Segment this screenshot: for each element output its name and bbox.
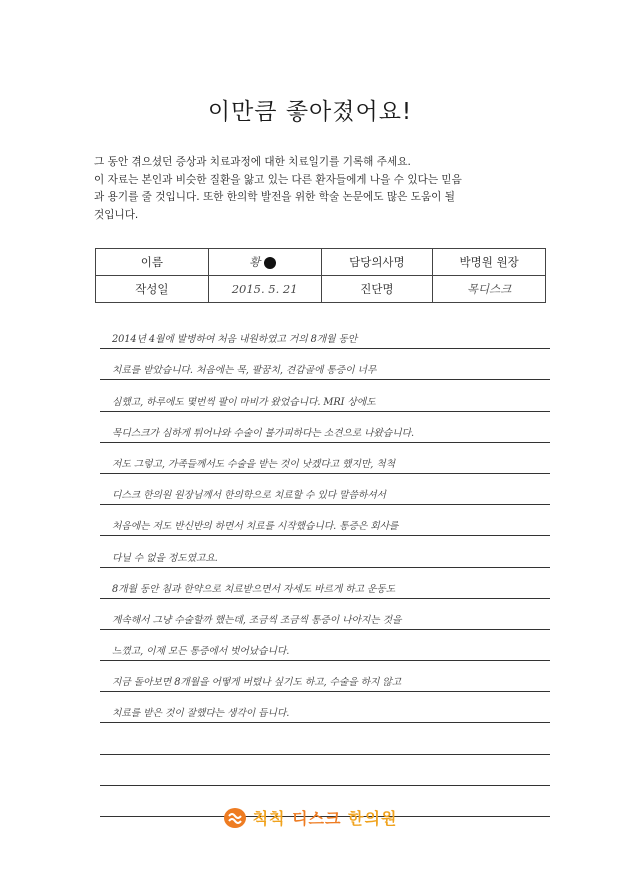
diary-line: [100, 755, 550, 786]
diagnosis-value: 목디스크: [433, 276, 546, 303]
info-row: [96, 249, 546, 276]
doctor-label: 담당의사명: [321, 249, 433, 276]
diary-line-text: 다닐 수 없을 정도였고요.: [112, 552, 218, 564]
intro-line: 이 자료는 본인과 비슷한 질환을 앓고 있는 다른 환자들에게 나을 수 있다는 믿음: [94, 173, 462, 186]
doctor-value: 박명원 원장: [433, 249, 546, 276]
name-value: [208, 249, 321, 276]
diary-line: [100, 318, 550, 349]
intro-line: 과 용기를 줄 것입니다. 또한 한의학 발전을 위한 학술 논문에도 많은 도움이 될: [94, 191, 456, 203]
page-title: 이만큼 좋아졌어요!: [207, 99, 413, 125]
clinic-logo: [0, 806, 620, 829]
info-table: [95, 248, 546, 303]
name-handwriting: [249, 254, 280, 270]
diary-line-text: 치료를 받았습니다. 처음에는 목, 팔꿈치, 견갑골에 통증이 너무: [112, 365, 377, 377]
diary-line: [100, 692, 550, 723]
info-row: [96, 276, 546, 303]
logo-part-1: 척척: [252, 809, 286, 828]
name-label: 이름: [96, 249, 209, 276]
intro-line: 것입니다.: [94, 208, 139, 221]
diary-line-text: 느꼈고, 이제 모든 통증에서 벗어났습니다.: [112, 646, 290, 658]
diary-line: [100, 349, 550, 380]
diary-line-text: 심했고, 하루에도 몇번씩 팔이 마비가 왔었습니다. MRI 상에도: [112, 396, 376, 408]
diary-line-text: 계속해서 그냥 수술할까 했는데, 조금씩 조금씩 통증이 나아지는 것을: [112, 614, 402, 626]
diary-line-text: 처음에는 저도 반신반의 하면서 치료를 시작했습니다. 통증은 회사를: [112, 521, 399, 533]
diary-line: [100, 380, 550, 411]
date-value: 2015. 5. 21: [208, 276, 321, 303]
logo-part-3: 한의원: [348, 809, 398, 828]
diagnosis-label: 진단명: [321, 276, 433, 303]
redacted-blot: [264, 257, 276, 269]
diary-lines: [100, 318, 550, 817]
diary-line: [100, 661, 550, 692]
diary-line: [100, 630, 550, 661]
diary-line: [100, 536, 550, 567]
logo-icon: [223, 807, 247, 829]
logo-part-2: 디스크: [292, 809, 342, 828]
diary-line: [100, 412, 550, 443]
logo-text: [253, 806, 398, 829]
diary-line: [100, 505, 550, 536]
intro-line: 그 동안 겪으셨던 증상과 치료과정에 대한 치료일기를 기록해 주세요.: [94, 156, 411, 168]
diary-line-text: 디스크 한의원 원장님께서 한의학으로 치료할 수 있다 말씀하셔서: [112, 490, 386, 502]
diary-line-text: 2014년 4월에 발병하여 처음 내원하였고 거의 8개월 동안: [112, 334, 358, 346]
diary-line-text: 저도 그렇고, 가족들께서도 수술을 받는 것이 낫겠다고 했지만, 척척: [112, 458, 395, 470]
name-first: 황: [249, 255, 261, 269]
diary-line: [100, 474, 550, 505]
date-label: 작성일: [96, 276, 209, 303]
diary-line-text: 지금 돌아보면 8개월을 어떻게 버텼나 싶기도 하고, 수술을 하지 않고: [112, 677, 402, 689]
diary-line-text: 8개월 동안 침과 한약으로 치료받으면서 자세도 바르게 하고 운동도: [112, 583, 396, 595]
diary-line: [100, 599, 550, 630]
diary-line: [100, 443, 550, 474]
diary-line: [100, 723, 550, 754]
diary-line-text: 목디스크가 심하게 튀어나와 수술이 불가피하다는 소견으로 나왔습니다.: [112, 427, 415, 439]
diary-line: [100, 568, 550, 599]
diary-line-text: 치료를 받은 것이 잘했다는 생각이 듭니다.: [112, 708, 290, 720]
intro-text: [94, 154, 544, 224]
